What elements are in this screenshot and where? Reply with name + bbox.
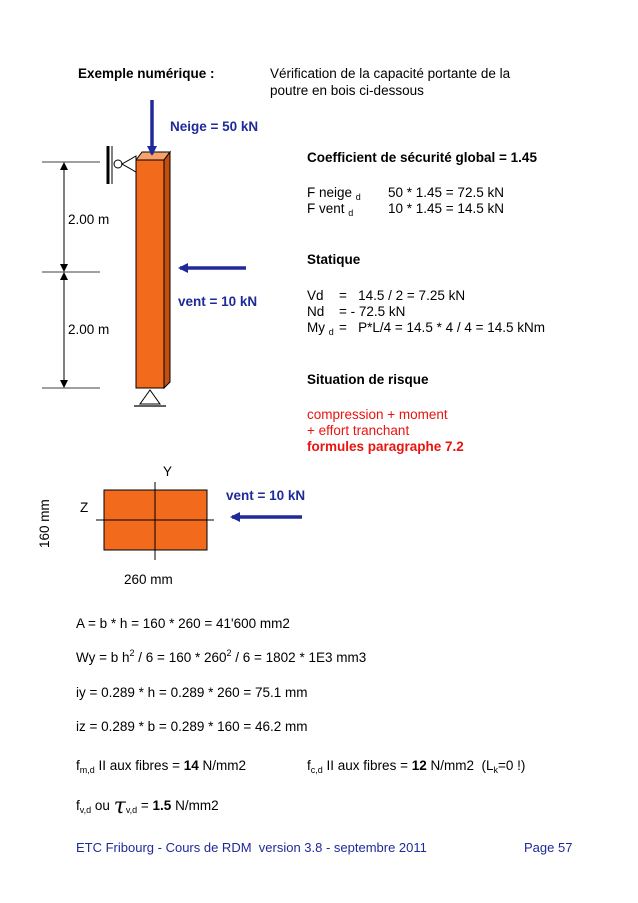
f-vent-label: F vent $_d$ — [307, 201, 354, 218]
footer-text: ETC Fribourg - Cours de RDM version 3.8 - septembre 2011 — [76, 840, 427, 855]
formula-fc: $f_{c,d}$ II aux fibres = 12 N/mm2 ($L_k=0$ !) — [307, 758, 526, 775]
statique-heading: Statique — [307, 252, 361, 267]
nd-value: = - 72.5 kN — [339, 304, 406, 319]
nd-label: Nd — [307, 304, 325, 319]
f-neige-value: 50 * 1.45 = 72.5 kN — [388, 185, 504, 200]
my-value: = P*L/4 = 14.5 * 4 / 4 = 14.5 kNm — [339, 320, 546, 335]
dimension-top: 2.00 m — [68, 212, 110, 227]
beam-group — [136, 152, 170, 388]
risk-line-1: compression + moment — [307, 407, 448, 422]
example-label: Exemple numérique : — [78, 66, 215, 81]
roller-support — [108, 146, 136, 184]
f-neige-label: F neige $_d$ — [307, 185, 361, 202]
snow-load-label: Neige = 50 kN — [170, 119, 259, 134]
section-height-label: 160 mm — [37, 499, 52, 548]
pin-support — [134, 390, 166, 406]
safety-heading: Coefficient de sécurité global = 1.45 — [307, 150, 537, 165]
formula-iy: iy = 0.289 * h = 0.289 * 260 = 75.1 mm — [76, 685, 308, 700]
description-line-1: Vérification de la capacité portante de la — [270, 66, 511, 81]
dimension-lines — [42, 162, 100, 388]
formula-fm: $f_{m,d}$ II aux fibres = 14 N/mm2 — [76, 758, 246, 775]
section-wind-label: vent = 10 kN — [226, 488, 306, 503]
section-width-label: 260 mm — [124, 572, 173, 587]
y-axis-label: Y — [163, 464, 173, 479]
risk-line-2: + effort tranchant — [307, 423, 410, 438]
risk-heading: Situation de risque — [307, 372, 429, 387]
vd-label: Vd — [307, 288, 324, 303]
vd-value: = 14.5 / 2 = 7.25 kN — [339, 288, 466, 303]
my-label: My $_d$ — [307, 320, 334, 337]
description-line-2: poutre en bois ci-dessous — [270, 83, 424, 98]
timber-beam — [136, 160, 164, 388]
z-axis-label: Z — [80, 500, 89, 515]
tau-symbol: τ — [113, 794, 126, 819]
f-vent-value: 10 * 1.45 = 14.5 kN — [388, 201, 504, 216]
wind-load-label: vent = 10 kN — [178, 294, 258, 309]
risk-line-3: formules paragraphe 7.2 — [307, 439, 464, 454]
cross-section — [96, 482, 214, 560]
formula-iz: iz = 0.289 * b = 0.289 * 160 = 46.2 mm — [76, 719, 308, 734]
beam-shadow-side — [164, 152, 170, 388]
formula-fv: $f_{v,d}$ ou $\tau_{v,d} = 1.5$ N/mm2 — [76, 794, 219, 819]
formula-wy: Wy = b $h^2 / 6 = 160 * 260^2 / 6 = 1802 * 1E3$ mm3 — [76, 648, 367, 665]
dimension-bottom: 2.00 m — [68, 322, 110, 337]
page-number: Page 57 — [524, 840, 573, 855]
formula-area: A = b * h = 160 * 260 = 41'600 mm2 — [76, 616, 290, 631]
